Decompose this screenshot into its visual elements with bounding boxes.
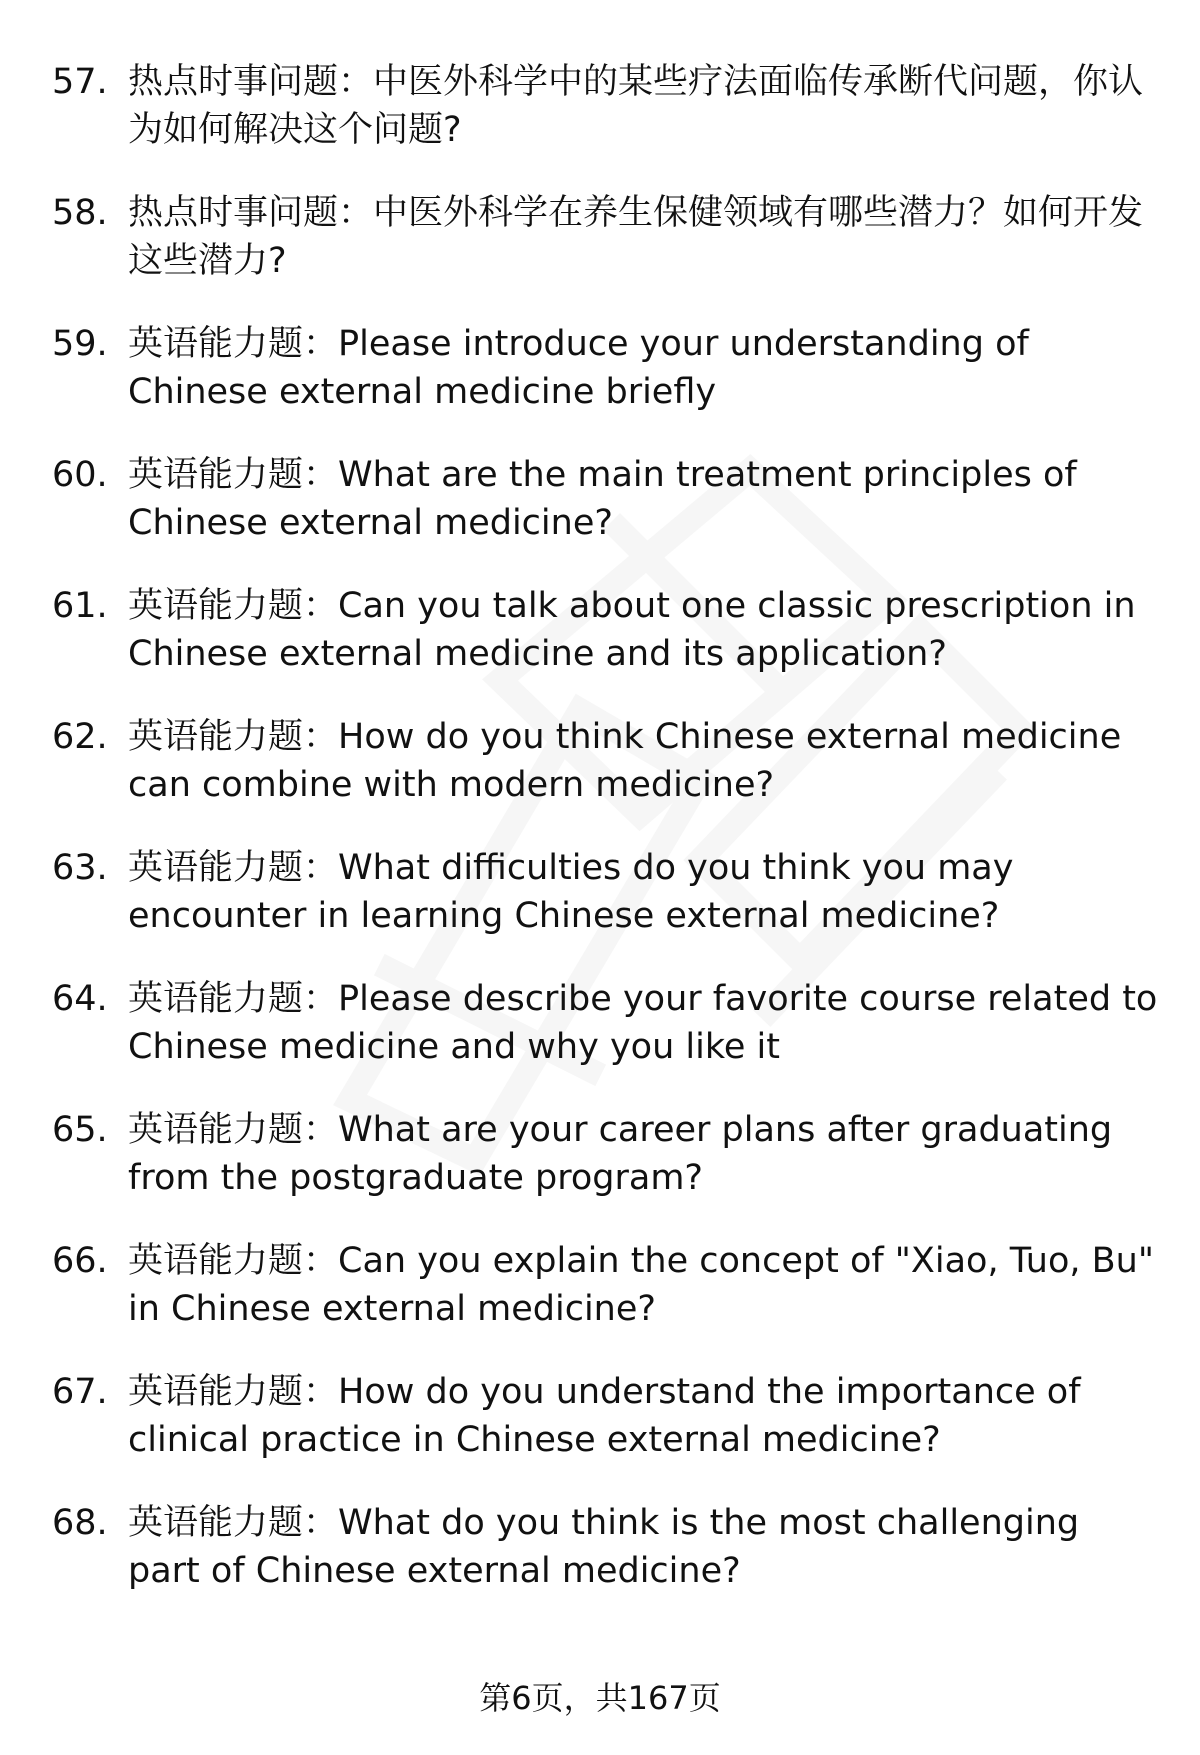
question-text [128,975,1160,1071]
question-body: 中医外科学在养生保健领域有哪些潜力？如何开发这些潜力? [128,193,1144,281]
question-item [0,713,1200,844]
question-category-label: 热点时事问题： [128,62,374,102]
question-text [128,844,1160,940]
question-list [0,58,1200,1630]
question-body: How do you understand the importance of clinical practice in Chinese external medicine? [128,1372,1081,1460]
question-number: 61. [52,586,108,626]
question-body: How do you think Chinese external medicine can combine with modern medicine? [128,717,1122,805]
question-body: What difficulties do you think you may encounter in learning Chinese external medicine? [128,848,1014,936]
question-category-label: 英语能力题： [128,979,339,1019]
question-number: 58. [52,193,108,233]
question-category-label: 英语能力题： [128,717,339,757]
question-item [0,58,1200,189]
page-indicator: 第6页，共167页 [479,1679,721,1717]
question-item [0,582,1200,713]
question-body: 中医外科学中的某些疗法面临传承断代问题，你认为如何解决这个问题? [128,62,1144,150]
question-number: 62. [52,717,108,757]
question-body: Can you explain the concept of "Xiao, Tuo, Bu" in Chinese external medicine? [128,1241,1154,1329]
question-body: What are the main treatment principles of Chinese external medicine? [128,455,1077,543]
question-text [128,713,1160,809]
question-body: Can you talk about one classic prescription in Chinese external medicine and its application? [128,586,1136,674]
question-number: 57. [52,62,108,102]
question-category-label: 英语能力题： [128,586,339,626]
question-item [0,975,1200,1106]
question-body: Please introduce your understanding of Chinese external medicine briefly [128,324,1029,412]
question-category-label: 英语能力题： [128,1503,339,1543]
question-category-label: 英语能力题： [128,1372,339,1412]
question-item [0,844,1200,975]
question-text [128,320,1160,416]
question-body: Please describe your favorite course related to Chinese medicine and why you like it [128,979,1158,1067]
question-number: 66. [52,1241,108,1281]
question-category-label: 英语能力题： [128,1241,339,1281]
question-number: 68. [52,1503,108,1543]
question-item [0,1368,1200,1499]
question-item [0,320,1200,451]
question-category-label: 英语能力题： [128,848,339,888]
question-number: 60. [52,455,108,495]
question-item [0,1499,1200,1630]
question-item [0,451,1200,582]
question-number: 63. [52,848,108,888]
question-text [128,1106,1160,1202]
question-number: 59. [52,324,108,364]
question-text [128,1368,1160,1464]
question-text [128,1237,1160,1333]
question-category-label: 英语能力题： [128,324,339,364]
question-category-label: 英语能力题： [128,1110,339,1150]
question-item [0,1237,1200,1368]
question-body: What do you think is the most challenging part of Chinese external medicine? [128,1503,1080,1591]
question-number: 65. [52,1110,108,1150]
question-number: 64. [52,979,108,1019]
question-text [128,451,1160,547]
question-text [128,58,1160,154]
question-category-label: 英语能力题： [128,455,339,495]
question-body: What are your career plans after graduating from the postgraduate program? [128,1110,1113,1198]
question-item [0,189,1200,320]
question-number: 67. [52,1372,108,1412]
question-text [128,582,1160,678]
question-text [128,189,1160,285]
question-text [128,1499,1160,1595]
question-item [0,1106,1200,1237]
question-category-label: 热点时事问题： [128,193,374,233]
